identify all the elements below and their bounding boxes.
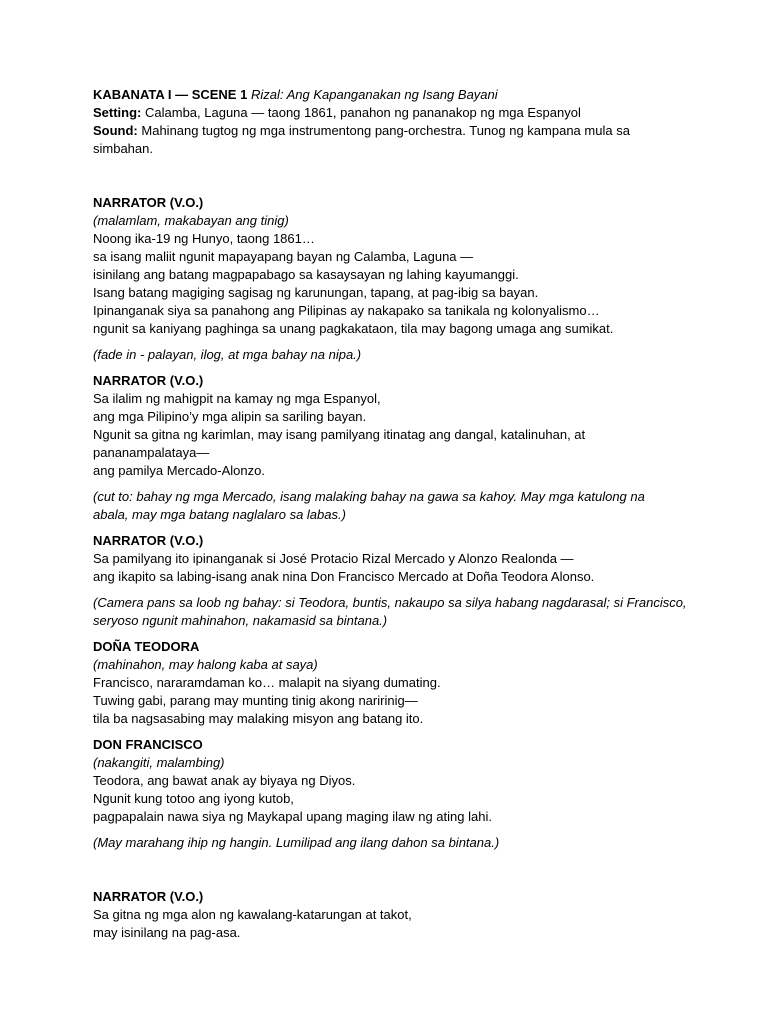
parenthetical: (malamlam, makabayan ang tinig)	[93, 213, 289, 228]
stage-direction: (fade in - palayan, ilog, at mga bahay na nipa.)	[93, 347, 362, 362]
scene-header	[93, 86, 693, 158]
sound-text: Mahinang tugtog ng mga instrumentong pang-orchestra. Tunog ng kampana mula sa	[141, 123, 630, 138]
dialogue-line: isinilang ang batang magpapabago sa kasaysayan ng lahing kayumanggi.	[93, 267, 519, 282]
chapter-scene-label: KABANATA I — SCENE 1	[93, 87, 248, 102]
dialogue-line: Ngunit kung totoo ang iyong kutob,	[93, 791, 294, 806]
dialogue-line: Isang batang magiging sagisag ng karunungan, tapang, at pag-ibig sa bayan.	[93, 285, 539, 300]
sound-text-cont: simbahan.	[93, 141, 153, 156]
stage-direction-line: seryoso ngunit mahinahon, nakamasid sa bintana.)	[93, 613, 388, 628]
dialogue-line: Sa pamilyang ito ipinanganak si José Protacio Rizal Mercado y Alonzo Realonda —	[93, 551, 574, 566]
stage-direction-line: abala, may mga batang naglalaro sa labas.)	[93, 507, 346, 522]
dialogue-line: Noong ika-19 ng Hunyo, taong 1861…	[93, 231, 315, 246]
speaker-name: DOÑA TEODORA	[93, 639, 200, 654]
dialogue-line: ang ikapito sa labing-isang anak nina Don Francisco Mercado at Doña Teodora Alonso.	[93, 569, 595, 584]
dialogue-line: Francisco, nararamdaman ko… malapit na siyang dumating.	[93, 675, 441, 690]
sound-label: Sound:	[93, 123, 138, 138]
speaker-name: NARRATOR (V.O.)	[93, 889, 204, 904]
parenthetical: (nakangiti, malambing)	[93, 755, 225, 770]
dialogue-line: tila ba nagsasabing may malaking misyon ang batang ito.	[93, 711, 424, 726]
speaker-name: NARRATOR (V.O.)	[93, 195, 204, 210]
setting-text: Calamba, Laguna — taong 1861, panahon ng pananakop ng mga Espanyol	[145, 105, 581, 120]
dialogue-line: Ngunit sa gitna ng karimlan, may isang pamilyang itinatag ang dangal, katalinuhan, at	[93, 427, 586, 442]
narrator-block	[93, 532, 693, 586]
dialogue-line: ang pamilya Mercado-Alonzo.	[93, 463, 265, 478]
speaker-name: NARRATOR (V.O.)	[93, 373, 204, 388]
speaker-name: DON FRANCISCO	[93, 737, 203, 752]
stage-direction-line: (Camera pans sa loob ng bahay: si Teodora, buntis, nakaupo sa silya habang nagdarasal; si Francisco,	[93, 595, 687, 610]
dialogue-line: ang mga Pilipino’y mga alipin sa sariling bayan.	[93, 409, 367, 424]
narrator-block	[93, 372, 693, 480]
script-document	[93, 86, 693, 942]
teodora-block	[93, 638, 693, 728]
setting-label: Setting:	[93, 105, 142, 120]
dialogue-line: ngunit sa kaniyang paghinga sa unang pagkakataon, tila may bagong umaga ang sumikat.	[93, 321, 614, 336]
dialogue-line: Tuwing gabi, parang may munting tinig akong naririnig—	[93, 693, 418, 708]
stage-direction: (May marahang ihip ng hangin. Lumilipad ang ilang dahon sa bintana.)	[93, 835, 500, 850]
dialogue-line: sa isang maliit ngunit mapayapang bayan ng Calamba, Laguna —	[93, 249, 474, 264]
dialogue-line: Sa gitna ng mga alon ng kawalang-katarungan at takot,	[93, 907, 412, 922]
narrator-block	[93, 194, 693, 338]
dialogue-line: may isinilang na pag-asa.	[93, 925, 241, 940]
dialogue-line: Teodora, ang bawat anak ay biyaya ng Diyos.	[93, 773, 356, 788]
narrator-block	[93, 888, 693, 942]
dialogue-line: Sa ilalim ng mahigpit na kamay ng mga Espanyol,	[93, 391, 381, 406]
stage-direction-line: (cut to: bahay ng mga Mercado, isang malaking bahay na gawa sa kahoy. May mga katulong na	[93, 489, 645, 504]
francisco-block	[93, 736, 693, 826]
dialogue-line: pananampalataya—	[93, 445, 210, 460]
scene-title: Rizal: Ang Kapanganakan ng Isang Bayani	[250, 87, 498, 102]
stage-direction	[93, 488, 693, 524]
speaker-name: NARRATOR (V.O.)	[93, 533, 204, 548]
dialogue-line: pagpapalain nawa siya ng Maykapal upang maging ilaw ng ating lahi.	[93, 809, 492, 824]
parenthetical: (mahinahon, may halong kaba at saya)	[93, 657, 318, 672]
stage-direction	[93, 594, 693, 630]
dialogue-line: Ipinanganak siya sa panahong ang Pilipinas ay nakapako sa tanikala ng kolonyalismo…	[93, 303, 600, 318]
